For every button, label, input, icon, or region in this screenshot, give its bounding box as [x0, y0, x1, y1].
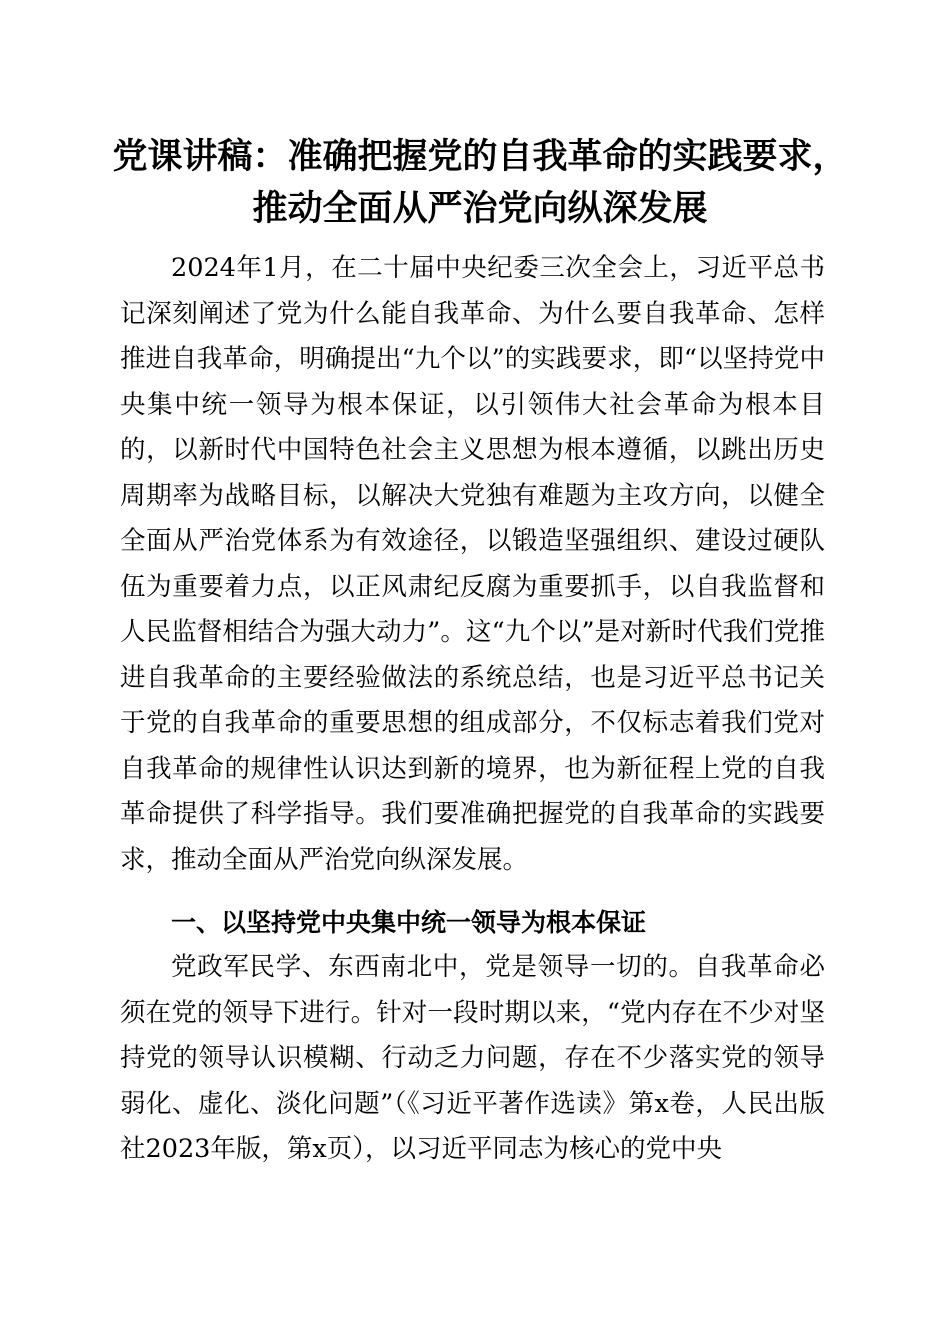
- document-title-line-1: 党课讲稿：准确把握党的自我革命的实践要求，: [112, 136, 848, 177]
- section-heading-1: 一、以坚持党中央集中统一领导为根本保证: [171, 908, 647, 937]
- paragraph-section-1: 党政军民学、东西南北中，党是领导一切的。自我革命必须在党的领导下进行。针对一段时期以来，“党内存在不少对坚持党的领导认识模糊、行动乏力问题，存在不少落实党的领导弱化、虚化、淡化问题”（《习近平著作选读》第x卷，人民出版社2023年版，第x页），以习近平同志为核心的党中央: [120, 952, 825, 1164]
- document-title-line-2: 推动全面从严治党向纵深发展: [252, 188, 708, 229]
- paragraph-intro: 2024年1月，在二十届中央纪委三次全会上，习近平总书记深刻阐述了党为什么能自我革命、为什么要自我革命、怎样推进自我革命，明确提出“九个以”的实践要求，即“以坚持党中央集中统一领导为根本保证，以引领伟大社会革命为根本目的，以新时代中国特色社会主义思想为根本遵循，以跳出历史周期率为战略目标，以解决大党独有难题为主攻方向，以健全全面从严治党体系为有效途径，以锻造坚强组织、建设过硬队伍为重要着力点，以正风肃纪反腐为重要抓手，以自我监督和人民监督相结合为强大动力”。这“九个以”是对新时代我们党推进自我革命的主要经验做法的系统总结，也是习近平总书记关于党的自我革命的重要思想的组成部分，不仅标志着我们党对自我革命的规律性认识达到新的境界，也为新征程上党的自我革命提供了科学指导。我们要准确把握党的自我革命的实践要求，推动全面从严治党向纵深发展。: [120, 253, 825, 875]
